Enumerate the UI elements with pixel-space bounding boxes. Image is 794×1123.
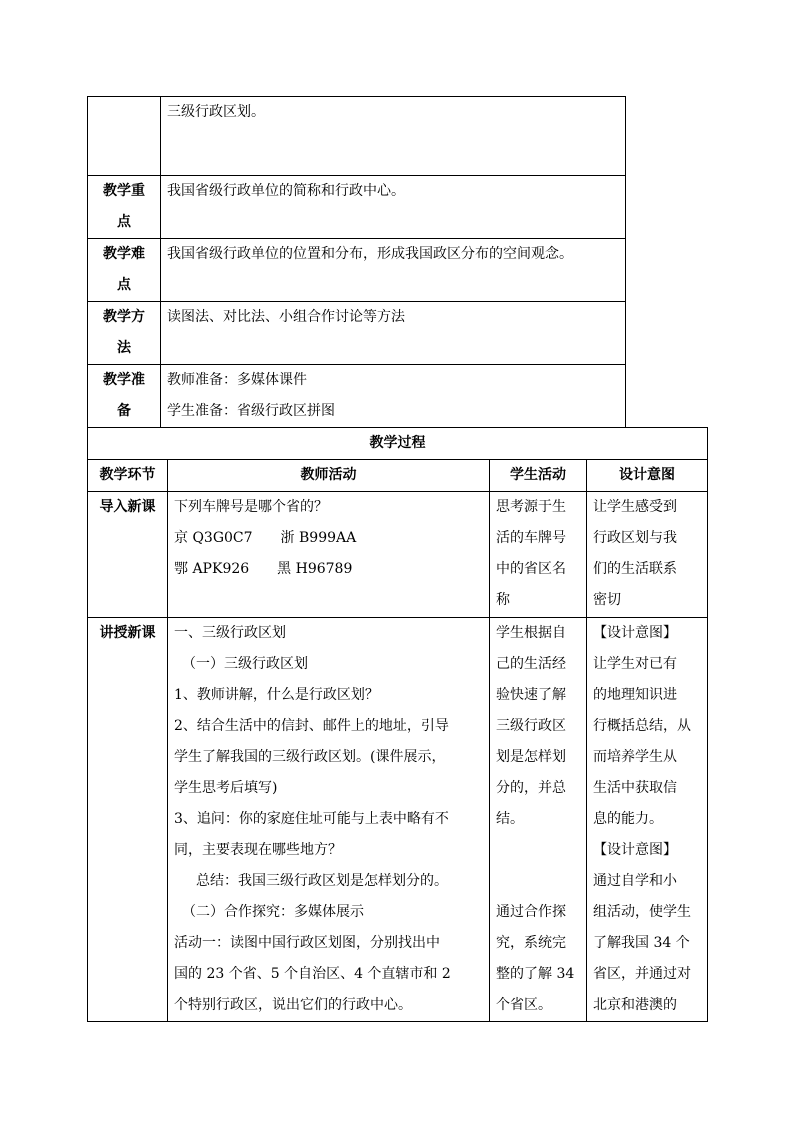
difficulties-label: 教学难 点 (88, 239, 161, 302)
lecture-teacher: 一、三级行政区划 （一）三级行政区划 1、教师讲解，什么是行政区划？ 2、结合生活中的信封、邮件上的地址，引导 学生了解我国的三级行政区划。(课件展示， 学生思考后填写) 3、追问：你的家庭住址可能与上表中略有不 同，主要表现在哪些地方？ 总结：我国三级行政区划是怎样划分的。 （二）合作探究：多媒体展示 活动一：读图中国行政区划图，分别找出中 国的 23 个省、5 个自治区、4 个直辖市和 2 个特别行政区，说出它们的行政中心。 (168, 618, 490, 1022)
process-table (87, 427, 708, 1022)
methods-label: 教学方 法 (88, 302, 161, 365)
info-row-methods (88, 302, 626, 365)
process-title-row (88, 428, 708, 460)
intro-student: 思考源于生 活的车牌号 中的省区名 称 (490, 492, 587, 618)
difficulties-content: 我国省级行政单位的位置和分布，形成我国政区分布的空间观念。 (161, 239, 626, 302)
intro-design: 让学生感受到 行政区划与我 们的生活联系 密切 (587, 492, 708, 618)
info-table (87, 96, 626, 428)
header-stage: 教学环节 (88, 460, 168, 492)
info-content-cell (161, 97, 626, 176)
header-teacher: 教师活动 (168, 460, 490, 492)
preparation-content: 教师准备：多媒体课件 学生准备：省级行政区拼图 (161, 365, 626, 428)
lecture-row (88, 618, 708, 1022)
info-label-empty (88, 97, 161, 176)
lecture-design: 【设计意图】 让学生对已有 的地理知识进 行概括总结，从 而培养学生从 生活中获取信 息的能力。 【设计意图】 通过自学和小 组活动，使学生 了解我国 34 个 省区，并通过对 北京和港澳的 (587, 618, 708, 1022)
lecture-stage: 讲授新课 (88, 618, 168, 1022)
info-row-content (88, 97, 626, 176)
process-title: 教学过程 (88, 428, 708, 460)
header-student: 学生活动 (490, 460, 587, 492)
process-header-row (88, 460, 708, 492)
info-content-text: 三级行政区划。 (167, 104, 265, 120)
info-row-difficulties (88, 239, 626, 302)
intro-stage: 导入新课 (88, 492, 168, 618)
intro-teacher: 下列车牌号是哪个省的？ 京 Q3G0C7 浙 B999AA 鄂 APK926 黑 H96789 (168, 492, 490, 618)
header-design: 设计意图 (587, 460, 708, 492)
lecture-student: 学生根据自 己的生活经 验快速了解 三级行政区 划是怎样划 分的，并总 结。 通过合作探 究，系统完 整的了解 34 个省区。 (490, 618, 587, 1022)
preparation-label: 教学准 备 (88, 365, 161, 428)
info-row-key-points (88, 176, 626, 239)
methods-content: 读图法、对比法、小组合作讨论等方法 (161, 302, 626, 365)
info-row-preparation (88, 365, 626, 428)
key-points-label: 教学重 点 (88, 176, 161, 239)
intro-row (88, 492, 708, 618)
key-points-content: 我国省级行政单位的简称和行政中心。 (161, 176, 626, 239)
